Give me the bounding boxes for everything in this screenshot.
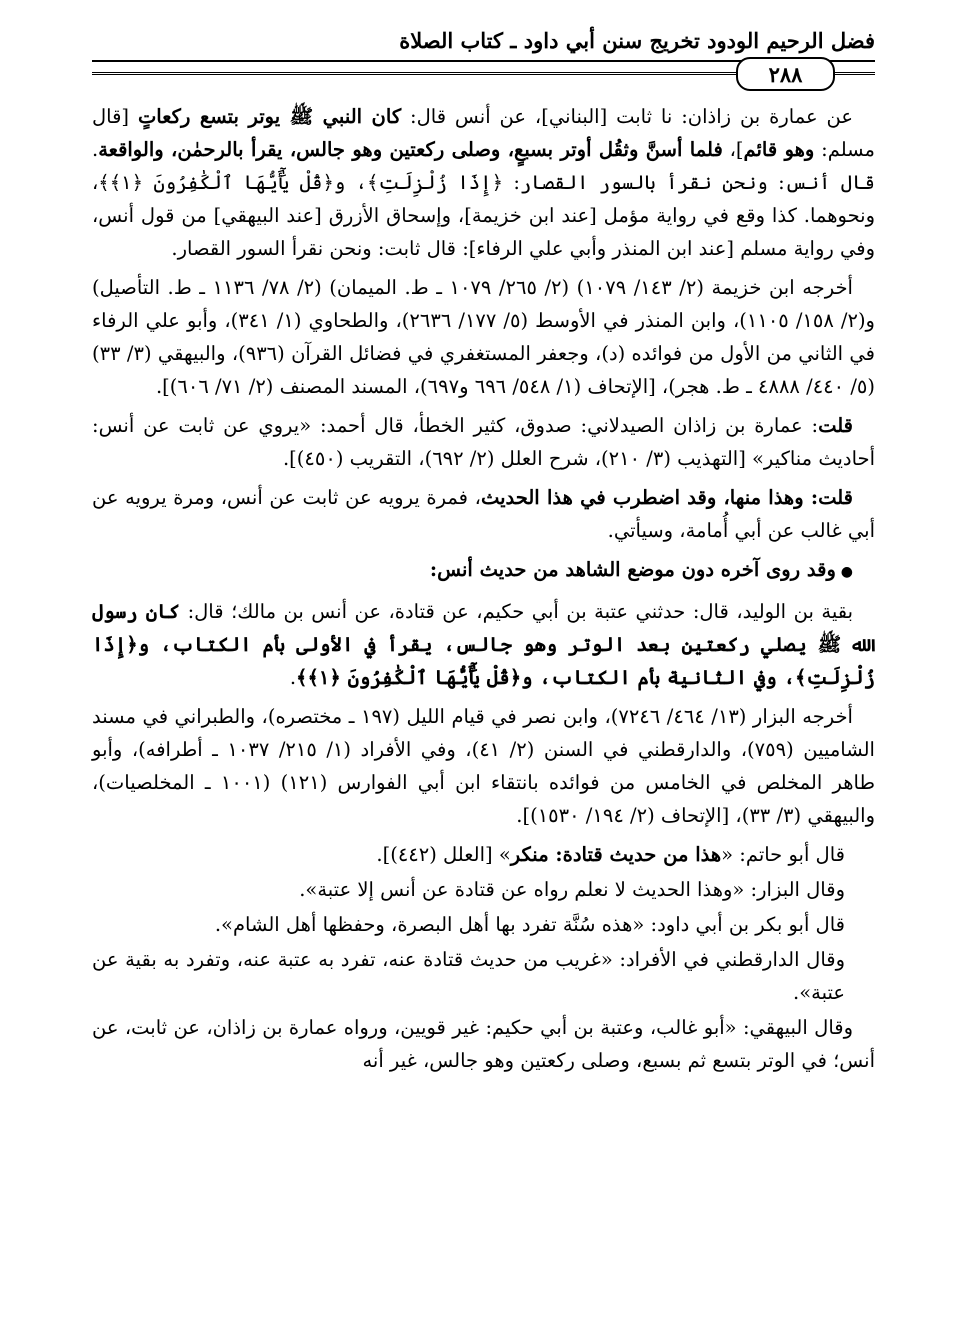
bold-text-segment: قلت: وهذا منها، وقد اضطرب في هذا الحديث	[480, 486, 853, 509]
paragraph	[92, 838, 875, 871]
text-segment: ]،	[722, 138, 744, 161]
bold-text-segment: وهو قائم	[743, 138, 815, 161]
paragraph	[92, 1011, 875, 1077]
text-segment: قال أبو حاتم: «	[721, 843, 845, 866]
text-segment: . قال أنس: ونحن نقرأ بالسور القصار: ﴿إِذَا زُلْزِلَتِ﴾، و﴿قُلْ يَٰٓأَيُّهَا ٱلْكَٰفِرُونَ ﴿١﴾﴾، ونحوهما. كذا وقع في رواية مؤمل [عند ابن خزيمة]، وإسحاق الأزرق [عند البيهقي] من قول أنس، وفي رواية مسلم [عند ابن المنذر وأبي علي الرفاء]: قال ثابت: ونحن نقرأ السور القصار.	[92, 138, 875, 260]
header-double-rule-left	[92, 72, 810, 75]
header-title: فضل الرحيم الودود تخريج سنن أبي داود ـ كتاب الصلاة	[399, 27, 875, 53]
paragraph	[92, 271, 875, 403]
text-segment: وقال الدارقطني في الأفراد: «غريب من حديث قتادة عنه، تفرد به عتبة عنه، وتفرد به بقية عن عتبة».	[92, 948, 845, 1004]
text-segment: عن عمارة بن زاذان: نا ثابت [البناني]، عن أنس قال:	[401, 105, 853, 128]
text-segment: » [العلل (٤٤٢)].	[376, 843, 511, 866]
paragraph	[92, 100, 875, 265]
paragraph	[92, 481, 875, 547]
bold-text-segment: هذا من حديث قتادة: منكر	[510, 843, 722, 866]
page-number-text: ٢٨٨	[768, 61, 803, 87]
bold-text-segment: كان رسول الله ﷺ يصلي ركعتين بعد الوتر وهو جالس، يقرأ في الأولى بأم الكتاب، و﴿إِذَا زُلْزِلَتِ﴾، وفي الثانية بأم الكتاب، و﴿قُلْ يَٰٓأَيُّهَا ٱلْكَٰفِرُونَ ﴿١﴾﴾	[92, 600, 875, 689]
text-segment: قال أبو بكر بن أبي داود: «هذه سُنَّة تفرد بها أهل البصرة، وحفظها أهل الشام».	[214, 913, 845, 936]
paragraph	[92, 908, 875, 941]
paragraph	[92, 553, 875, 589]
bullet-icon	[836, 558, 853, 581]
bold-text-segment: قلت	[818, 414, 853, 437]
paragraph	[92, 700, 875, 832]
page-number	[736, 57, 835, 91]
bold-text-segment: وقد روى آخره دون موضع الشاهد من حديث أنس:	[429, 558, 836, 581]
paragraph	[92, 943, 875, 1009]
bold-text-segment: كان النبي ﷺ يوتر بتسع ركعاتٍ	[137, 105, 402, 128]
running-header	[92, 22, 875, 58]
paragraph	[92, 595, 875, 694]
text-segment: ، فمرة يرويه عن ثابت عن أنس، ومرة يرويه عن أبي غالب عن أبي أُمامة، وسيأتي.	[92, 486, 875, 542]
text-segment: .	[289, 666, 297, 689]
text-segment: : عمارة بن زاذان الصيدلاني: صدوق، كثير الخطأ، قال أحمد: «يروي عن ثابت عن أنس: أحاديث مناكير» [التهذيب (٣/ ٢١٠)، شرح العلل (٢/ ٦٩٢)، التقريب (٤٥٠)].	[92, 414, 875, 470]
text-segment: بقية بن الوليد، قال: حدثني عتبة بن أبي حكيم، عن قتادة، عن أنس بن مالك؛ قال:	[180, 600, 853, 623]
paragraph	[92, 873, 875, 906]
text-segment: وقال البيهقي: «أبو غالب، وعتبة بن أبي حكيم: غير قويين، ورواه عمارة بن زاذان، عن ثابت، عن أنس؛ في الوتر بتسع ثم بسبع، وصلى ركعتين وهو جالس، غير أنه	[92, 1016, 875, 1072]
text-segment: أخرجه ابن خزيمة (٢/ ١٤٣/ ١٠٧٩) (٢/ ٢٦٥/ ١٠٧٩ ـ ط. الميمان) (٢/ ٧٨/ ١١٣٦ ـ ط. التأصيل) و(٢/ ١٥٨/ ١١٠٥)، وابن المنذر في الأوسط (٥/ ١٧٧/ ٢٦٣٦)، والطحاوي (١/ ٣٤١)، وأبو علي الرفاء في الثاني من الأول من فوائده (د)، وجعفر المستغفري في فضائل القرآن (٩٣٦)، والبيهقي (٣/ ٣٣) (٥/ ٤٤٠/ ٤٨٨٨ ـ ط. هجر)، [الإتحاف (١/ ٥٤٨/ ٦٩٦ و٦٩٧)، المسند المصنف (٢/ ٧١/ ٦٠٦)].	[92, 276, 875, 398]
text-segment: أخرجه البزار (١٣/ ٤٦٤/ ٧٢٤٦)، وابن نصر في قيام الليل (١٩٧ ـ مختصره)، والطبراني في مسند الشاميين (٧٥٩)، والدارقطني في السنن (٢/ ٤١)، وفي الأفراد (١/ ٢١٥/ ١٠٣٧ ـ أطرافه)، وأبو طاهر المخلص في الخامس من فوائده بانتقاء ابن أبي الفوارس (١٢١) (١٠٠١ ـ المخلصيات)، والبيهقي (٣/ ٣٣)، [الإتحاف (٢/ ١٩٤/ ١٥٣٠)].	[92, 705, 875, 827]
paragraph	[92, 409, 875, 475]
text-segment: [قال مسلم:	[92, 105, 875, 161]
bold-text-segment: فلما أسنَّ وثقُل أوتر بسبعٍ، وصلى ركعتين وهو جالس، يقرأ بالرحمٰن، والواقعة	[98, 138, 723, 161]
text-segment: وقال البزار: «وهذا الحديث لا نعلم رواه عن قتادة عن أنس إلا عتبة».	[299, 878, 845, 901]
page-body	[92, 100, 875, 1083]
header-double-rule-right	[835, 72, 875, 75]
